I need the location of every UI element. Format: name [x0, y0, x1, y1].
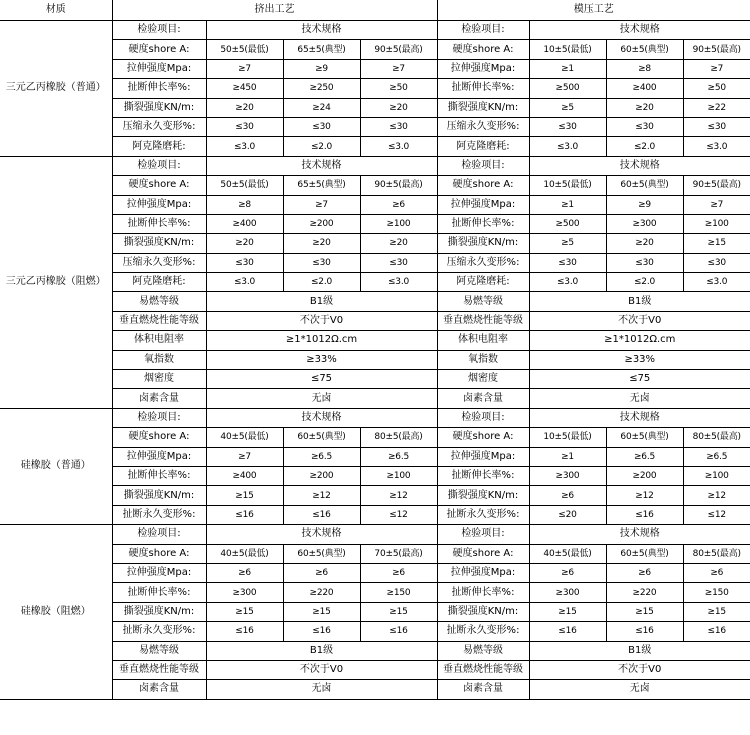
extrusion-value: ≥100: [360, 466, 437, 485]
property-label: 扯断伸长率%:: [437, 214, 529, 233]
extrusion-value: ≤2.0: [283, 273, 360, 292]
molding-value: 无卤: [529, 389, 750, 408]
molding-value: 90±5(最高): [683, 176, 750, 195]
table-row: [0, 79, 750, 98]
molding-value: ≤3.0: [529, 137, 606, 156]
extrusion-value: ≥50: [360, 79, 437, 98]
property-label: 扯断永久变形%:: [437, 505, 529, 524]
molding-value: 10±5(最低): [529, 176, 606, 195]
molding-value: 不次于V0: [529, 660, 750, 679]
extrusion-value: 70±5(最高): [360, 544, 437, 563]
molding-value: ≥500: [529, 79, 606, 98]
extrusion-value: 50±5(最低): [206, 40, 283, 59]
property-label: 扯断伸长率%:: [437, 583, 529, 602]
molding-value: B1级: [529, 292, 750, 311]
table-row: [0, 563, 750, 582]
table-row: [0, 370, 750, 389]
extrusion-value: ≤75: [206, 370, 437, 389]
molding-value: ≥6: [529, 563, 606, 582]
table-header-row: [0, 0, 750, 21]
property-label: 拉伸强度Mpa:: [437, 59, 529, 78]
extrusion-value: 无卤: [206, 680, 437, 699]
property-label: 压缩永久变形%:: [112, 117, 206, 136]
table-row: [0, 292, 750, 311]
extrusion-value: ≥33%: [206, 350, 437, 369]
inspection-item-label: 检验项目:: [112, 408, 206, 427]
molding-value: ≤2.0: [606, 273, 683, 292]
table-row: [0, 156, 750, 175]
extrusion-value: 40±5(最低): [206, 428, 283, 447]
molding-value: ≥1: [529, 59, 606, 78]
property-label: 硬度shore A:: [437, 544, 529, 563]
molding-value: ≥220: [606, 583, 683, 602]
molding-value: ≥7: [683, 195, 750, 214]
table-row: [0, 428, 750, 447]
property-label: 拉伸强度Mpa:: [437, 447, 529, 466]
molding-value: 60±5(典型): [606, 176, 683, 195]
extrusion-value: 60±5(典型): [283, 428, 360, 447]
extrusion-value: 65±5(典型): [283, 40, 360, 59]
extrusion-value: ≥12: [283, 486, 360, 505]
extrusion-value: ≥300: [206, 583, 283, 602]
molding-value: ≥20: [606, 234, 683, 253]
molding-value: ≤30: [529, 253, 606, 272]
table-row: [0, 195, 750, 214]
inspection-item-label: 检验项目:: [437, 156, 529, 175]
table-row: [0, 447, 750, 466]
molding-value: ≤16: [606, 622, 683, 641]
table-row: [0, 525, 750, 544]
molding-value: ≤30: [683, 117, 750, 136]
property-label: 拉伸强度Mpa:: [112, 195, 206, 214]
property-label: 易燃等级: [437, 641, 529, 660]
molding-value: ≥150: [683, 583, 750, 602]
material-name: 三元乙丙橡胶（阻燃）: [0, 156, 112, 408]
property-label: 硬度shore A:: [437, 176, 529, 195]
molding-value: ≤12: [683, 505, 750, 524]
property-label: 烟密度: [112, 370, 206, 389]
molding-value: ≥100: [683, 466, 750, 485]
molding-value: ≥300: [606, 214, 683, 233]
molding-value: ≥300: [529, 583, 606, 602]
extrusion-value: ≥24: [283, 98, 360, 117]
molding-value: ≥22: [683, 98, 750, 117]
table-row: [0, 234, 750, 253]
molding-value: ≤20: [529, 505, 606, 524]
extrusion-value: ≥9: [283, 59, 360, 78]
molding-value: ≥5: [529, 98, 606, 117]
extrusion-value: ≤16: [206, 505, 283, 524]
table-row: [0, 408, 750, 427]
spec-header-molding: 技术规格: [529, 156, 750, 175]
molding-value: ≤3.0: [683, 137, 750, 156]
molding-value: ≥50: [683, 79, 750, 98]
table-row: [0, 253, 750, 272]
property-label: 撕裂强度KN/m:: [112, 486, 206, 505]
extrusion-value: ≥6.5: [283, 447, 360, 466]
table-row: [0, 660, 750, 679]
molding-value: 不次于V0: [529, 311, 750, 330]
property-label: 压缩永久变形%:: [437, 253, 529, 272]
property-label: 烟密度: [437, 370, 529, 389]
property-label: 氧指数: [112, 350, 206, 369]
extrusion-value: ≥6: [360, 563, 437, 582]
molding-value: 80±5(最高): [683, 428, 750, 447]
property-label: 拉伸强度Mpa:: [437, 195, 529, 214]
property-label: 扯断永久变形%:: [437, 622, 529, 641]
spec-header-extrusion: 技术规格: [206, 408, 437, 427]
extrusion-value: ≥15: [360, 602, 437, 621]
property-label: 易燃等级: [437, 292, 529, 311]
extrusion-value: 50±5(最低): [206, 176, 283, 195]
table-row: [0, 273, 750, 292]
extrusion-value: ≥15: [206, 602, 283, 621]
molding-value: ≥100: [683, 214, 750, 233]
property-label: 硬度shore A:: [112, 544, 206, 563]
spec-header-molding: 技术规格: [529, 525, 750, 544]
extrusion-value: ≥7: [283, 195, 360, 214]
molding-value: ≥15: [529, 602, 606, 621]
property-label: 拉伸强度Mpa:: [112, 563, 206, 582]
spec-header-extrusion: 技术规格: [206, 525, 437, 544]
molding-value: ≤2.0: [606, 137, 683, 156]
extrusion-value: ≤3.0: [360, 273, 437, 292]
molding-value: ≥20: [606, 98, 683, 117]
table-row: [0, 486, 750, 505]
extrusion-value: ≥400: [206, 214, 283, 233]
extrusion-value: ≤12: [360, 505, 437, 524]
extrusion-value: ≤30: [283, 117, 360, 136]
property-label: 扯断永久变形%:: [112, 622, 206, 641]
extrusion-value: ≥200: [283, 214, 360, 233]
property-label: 卤素含量: [437, 389, 529, 408]
extrusion-value: B1级: [206, 292, 437, 311]
table-row: [0, 214, 750, 233]
extrusion-value: 不次于V0: [206, 660, 437, 679]
molding-value: ≤3.0: [529, 273, 606, 292]
molding-value: ≥6: [606, 563, 683, 582]
property-label: 压缩永久变形%:: [437, 117, 529, 136]
molding-value: ≥15: [683, 602, 750, 621]
molding-value: ≥6: [683, 563, 750, 582]
property-label: 压缩永久变形%:: [112, 253, 206, 272]
material-name: 硅橡胶（普通）: [0, 408, 112, 524]
property-label: 氧指数: [437, 350, 529, 369]
extrusion-value: ≤30: [206, 117, 283, 136]
extrusion-value: B1级: [206, 641, 437, 660]
molding-value: ≥15: [683, 234, 750, 253]
table-row: [0, 137, 750, 156]
molding-value: ≥6.5: [606, 447, 683, 466]
inspection-item-label: 检验项目:: [112, 156, 206, 175]
table-row: [0, 544, 750, 563]
molding-value: ≥6: [529, 486, 606, 505]
molding-value: 10±5(最低): [529, 428, 606, 447]
table-row: [0, 622, 750, 641]
extrusion-value: ≤30: [360, 253, 437, 272]
property-label: 撕裂强度KN/m:: [437, 486, 529, 505]
molding-value: 80±5(最高): [683, 544, 750, 563]
property-label: 撕裂强度KN/m:: [437, 602, 529, 621]
molding-value: ≥15: [606, 602, 683, 621]
molding-value: ≥7: [683, 59, 750, 78]
property-label: 硬度shore A:: [112, 40, 206, 59]
property-label: 扯断伸长率%:: [112, 466, 206, 485]
molding-value: ≥400: [606, 79, 683, 98]
molding-value: ≥8: [606, 59, 683, 78]
table-row: [0, 98, 750, 117]
extrusion-value: 90±5(最高): [360, 176, 437, 195]
molding-value: 90±5(最高): [683, 40, 750, 59]
extrusion-value: ≥20: [360, 234, 437, 253]
property-label: 拉伸强度Mpa:: [112, 447, 206, 466]
property-label: 阿克隆磨耗:: [437, 273, 529, 292]
molding-value: 无卤: [529, 680, 750, 699]
molding-value: ≥300: [529, 466, 606, 485]
molding-value: ≤16: [529, 622, 606, 641]
extrusion-value: ≥20: [360, 98, 437, 117]
table-row: [0, 117, 750, 136]
property-label: 卤素含量: [112, 389, 206, 408]
molding-value: ≥1: [529, 447, 606, 466]
molding-value: ≤3.0: [683, 273, 750, 292]
extrusion-value: ≥12: [360, 486, 437, 505]
property-label: 拉伸强度Mpa:: [112, 59, 206, 78]
extrusion-value: ≥6: [360, 195, 437, 214]
extrusion-value: 无卤: [206, 389, 437, 408]
molding-value: ≥12: [606, 486, 683, 505]
inspection-item-label: 检验项目:: [437, 21, 529, 40]
header-molding: 模压工艺: [437, 0, 750, 21]
property-label: 阿克隆磨耗:: [112, 137, 206, 156]
molding-value: 40±5(最低): [529, 544, 606, 563]
extrusion-value: ≥6: [206, 563, 283, 582]
property-label: 易燃等级: [112, 641, 206, 660]
spec-header-molding: 技术规格: [529, 21, 750, 40]
extrusion-value: 65±5(典型): [283, 176, 360, 195]
inspection-item-label: 检验项目:: [437, 525, 529, 544]
extrusion-value: ≥150: [360, 583, 437, 602]
extrusion-value: ≥450: [206, 79, 283, 98]
table-row: [0, 680, 750, 699]
extrusion-value: ≥1*1012Ω.cm: [206, 331, 437, 350]
property-label: 阿克隆磨耗:: [437, 137, 529, 156]
molding-value: ≥12: [683, 486, 750, 505]
extrusion-value: ≤30: [360, 117, 437, 136]
extrusion-value: 40±5(最低): [206, 544, 283, 563]
property-label: 撕裂强度KN/m:: [112, 602, 206, 621]
extrusion-value: ≥250: [283, 79, 360, 98]
extrusion-value: ≤3.0: [206, 137, 283, 156]
table-row: [0, 466, 750, 485]
property-label: 硬度shore A:: [437, 428, 529, 447]
molding-value: ≤16: [606, 505, 683, 524]
table-row: [0, 331, 750, 350]
property-label: 扯断伸长率%:: [112, 583, 206, 602]
table-row: [0, 641, 750, 660]
extrusion-value: ≥15: [206, 486, 283, 505]
molding-value: ≥1*1012Ω.cm: [529, 331, 750, 350]
extrusion-value: ≥8: [206, 195, 283, 214]
extrusion-value: 60±5(典型): [283, 544, 360, 563]
extrusion-value: ≤30: [206, 253, 283, 272]
property-label: 垂直燃烧性能等级: [112, 311, 206, 330]
extrusion-value: ≤16: [206, 622, 283, 641]
extrusion-value: ≥15: [283, 602, 360, 621]
property-label: 扯断伸长率%:: [112, 79, 206, 98]
property-label: 易燃等级: [112, 292, 206, 311]
extrusion-value: ≥220: [283, 583, 360, 602]
table-row: [0, 602, 750, 621]
header-extrusion: 挤出工艺: [112, 0, 437, 21]
molding-value: 60±5(典型): [606, 544, 683, 563]
property-label: 扯断伸长率%:: [437, 466, 529, 485]
property-label: 卤素含量: [112, 680, 206, 699]
property-label: 扯断伸长率%:: [112, 214, 206, 233]
material-name: 硅橡胶（阻燃）: [0, 525, 112, 700]
table-row: [0, 21, 750, 40]
spec-header-molding: 技术规格: [529, 408, 750, 427]
table-row: [0, 350, 750, 369]
header-material: 材质: [0, 0, 112, 21]
extrusion-value: ≥6.5: [360, 447, 437, 466]
spec-header-extrusion: 技术规格: [206, 21, 437, 40]
property-label: 硬度shore A:: [112, 176, 206, 195]
property-label: 垂直燃烧性能等级: [437, 660, 529, 679]
table-row: [0, 59, 750, 78]
extrusion-value: 80±5(最高): [360, 428, 437, 447]
molding-value: ≥6.5: [683, 447, 750, 466]
molding-value: 60±5(典型): [606, 428, 683, 447]
spec-header-extrusion: 技术规格: [206, 156, 437, 175]
extrusion-value: ≤3.0: [360, 137, 437, 156]
inspection-item-label: 检验项目:: [112, 21, 206, 40]
property-label: 撕裂强度KN/m:: [112, 98, 206, 117]
extrusion-value: ≥100: [360, 214, 437, 233]
extrusion-value: ≤2.0: [283, 137, 360, 156]
extrusion-value: ≤16: [283, 505, 360, 524]
molding-value: B1级: [529, 641, 750, 660]
extrusion-value: 90±5(最高): [360, 40, 437, 59]
extrusion-value: ≥7: [360, 59, 437, 78]
table-row: [0, 311, 750, 330]
inspection-item-label: 检验项目:: [437, 408, 529, 427]
extrusion-value: ≤16: [283, 622, 360, 641]
extrusion-value: ≥20: [206, 98, 283, 117]
molding-value: ≥33%: [529, 350, 750, 369]
extrusion-value: ≥6: [283, 563, 360, 582]
molding-value: ≥1: [529, 195, 606, 214]
extrusion-value: ≥400: [206, 466, 283, 485]
property-label: 体积电阻率: [112, 331, 206, 350]
material-name: 三元乙丙橡胶（普通）: [0, 21, 112, 157]
property-label: 体积电阻率: [437, 331, 529, 350]
property-label: 扯断伸长率%:: [437, 79, 529, 98]
molding-value: ≥9: [606, 195, 683, 214]
table-row: [0, 389, 750, 408]
extrusion-value: ≤16: [360, 622, 437, 641]
molding-value: ≤30: [606, 253, 683, 272]
table-row: [0, 40, 750, 59]
molding-value: ≥500: [529, 214, 606, 233]
table-row: [0, 505, 750, 524]
property-label: 硬度shore A:: [437, 40, 529, 59]
table-row: [0, 176, 750, 195]
extrusion-value: 不次于V0: [206, 311, 437, 330]
table-row: [0, 583, 750, 602]
property-label: 撕裂强度KN/m:: [437, 98, 529, 117]
molding-value: ≤16: [683, 622, 750, 641]
property-label: 垂直燃烧性能等级: [112, 660, 206, 679]
extrusion-value: ≤3.0: [206, 273, 283, 292]
molding-value: 60±5(典型): [606, 40, 683, 59]
molding-value: ≤75: [529, 370, 750, 389]
molding-value: ≤30: [606, 117, 683, 136]
property-label: 拉伸强度Mpa:: [437, 563, 529, 582]
property-label: 扯断永久变形%:: [112, 505, 206, 524]
extrusion-value: ≥200: [283, 466, 360, 485]
molding-value: ≥200: [606, 466, 683, 485]
extrusion-value: ≤30: [283, 253, 360, 272]
molding-value: ≤30: [683, 253, 750, 272]
property-label: 撕裂强度KN/m:: [112, 234, 206, 253]
extrusion-value: ≥20: [283, 234, 360, 253]
extrusion-value: ≥20: [206, 234, 283, 253]
extrusion-value: ≥7: [206, 59, 283, 78]
property-label: 硬度shore A:: [112, 428, 206, 447]
property-label: 阿克隆磨耗:: [112, 273, 206, 292]
extrusion-value: ≥7: [206, 447, 283, 466]
property-label: 撕裂强度KN/m:: [437, 234, 529, 253]
inspection-item-label: 检验项目:: [112, 525, 206, 544]
molding-value: 10±5(最低): [529, 40, 606, 59]
property-label: 垂直燃烧性能等级: [437, 311, 529, 330]
molding-value: ≥5: [529, 234, 606, 253]
property-label: 卤素含量: [437, 680, 529, 699]
molding-value: ≤30: [529, 117, 606, 136]
